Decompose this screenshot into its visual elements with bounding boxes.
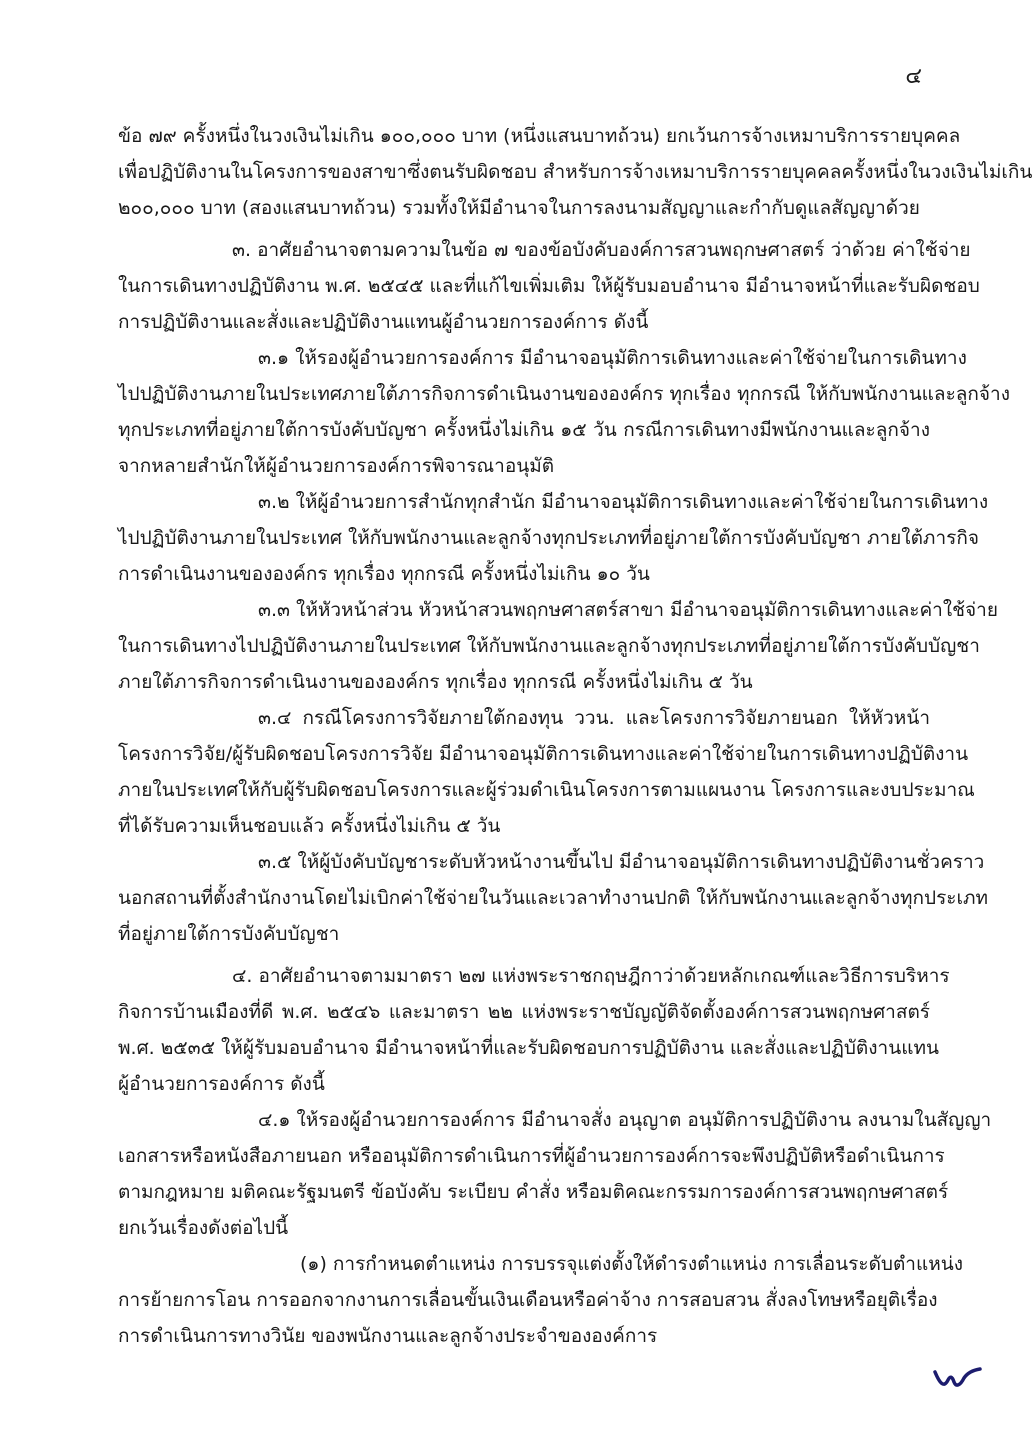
text-line: ๓.๔ กรณีโครงการวิจัยภายใต้กองทุน ววน. และโครงการวิจัยภายนอก ให้หัวหน้า (258, 707, 930, 729)
text-line: ๓.๑ ให้รองผู้อำนวยการองค์การ มีอำนาจอนุมัติการเดินทางและค่าใช้จ่ายในการเดินทาง (258, 347, 967, 369)
text-line: ภายใต้ภารกิจการดำเนินงานขององค์กร ทุกเรื่อง ทุกกรณี ครั้งหนึ่งไม่เกิน ๕ วัน (118, 671, 753, 693)
text-line: เอกสารหรือหนังสือภายนอก หรืออนุมัติการดำเนินการที่ผู้อำนวยการองค์การจะพึงปฏิบัติหรือดำเนินการ (118, 1145, 945, 1167)
page-number: ๔ (905, 64, 922, 89)
text-line: (๑) การกำหนดตำแหน่ง การบรรจุแต่งตั้งให้ดำรงตำแหน่ง การเลื่อนระดับตำแหน่ง (300, 1253, 964, 1275)
text-line: กิจการบ้านเมืองที่ดี พ.ศ. ๒๕๔๖ และมาตรา ๒๒ แห่งพระราชบัญญัติจัดตั้งองค์การสวนพฤกษศาสตร์ (118, 1001, 930, 1023)
text-line: ไปปฏิบัติงานภายในประเทศ ให้กับพนักงานและลูกจ้างทุกประเภทที่อยู่ภายใต้การบังคับบัญชา ภายใต้ภารกิจ (118, 527, 979, 549)
text-line: ๓. อาศัยอำนาจตามความในข้อ ๗ ของข้อบังคับองค์การสวนพฤกษศาสตร์ ว่าด้วย ค่าใช้จ่าย (232, 239, 971, 261)
text-line: การดำเนินงานขององค์กร ทุกเรื่อง ทุกกรณี ครั้งหนึ่งไม่เกิน ๑๐ วัน (118, 563, 650, 585)
text-line: การย้ายการโอน การออกจากงานการเลื่อนขั้นเงินเดือนหรือค่าจ้าง การสอบสวน สั่งลงโทษหรือยุติเรื่อง (118, 1289, 938, 1311)
text-line: พ.ศ. ๒๕๓๕ ให้ผู้รับมอบอำนาจ มีอำนาจหน้าที่และรับผิดชอบการปฏิบัติงาน และสั่งและปฏิบัติงานแทน (118, 1037, 939, 1059)
text-line: ๒๐๐,๐๐๐ บาท (สองแสนบาทถ้วน) รวมทั้งให้มีอำนาจในการลงนามสัญญาและกำกับดูแลสัญญาด้วย (118, 197, 920, 219)
text-line: ๔. อาศัยอำนาจตามมาตรา ๒๗ แห่งพระราชกฤษฎีกาว่าด้วยหลักเกณฑ์และวิธีการบริหาร (232, 965, 950, 987)
text-line: เพื่อปฏิบัติงานในโครงการของสาขาซึ่งตนรับผิดชอบ สำหรับการจ้างเหมาบริการรายบุคคลครั้งหนึ่งในวงเงินไม่เกิน (118, 161, 1032, 183)
text-line: จากหลายสำนักให้ผู้อำนวยการองค์การพิจารณาอนุมัติ (118, 455, 555, 477)
text-line: ๓.๒ ให้ผู้อำนวยการสำนักทุกสำนัก มีอำนาจอนุมัติการเดินทางและค่าใช้จ่ายในการเดินทาง (258, 491, 989, 513)
text-line: ที่อยู่ภายใต้การบังคับบัญชา (118, 923, 340, 945)
text-line: ยกเว้นเรื่องดังต่อไปนี้ (118, 1217, 289, 1239)
text-line: ตามกฎหมาย มติคณะรัฐมนตรี ข้อบังคับ ระเบียบ คำสั่ง หรือมติคณะกรรมการองค์การสวนพฤกษศาสตร์ (118, 1181, 949, 1203)
text-line: ไปปฏิบัติงานภายในประเทศภายใต้ภารกิจการดำเนินงานขององค์กร ทุกเรื่อง ทุกกรณี ให้กับพนักงานและลูกจ้าง (118, 383, 1010, 405)
text-line: ๓.๕ ให้ผู้บังคับบัญชาระดับหัวหน้างานขึ้นไป มีอำนาจอนุมัติการเดินทางปฏิบัติงานชั่วคราว (258, 851, 985, 873)
text-line: นอกสถานที่ตั้งสำนักงานโดยไม่เบิกค่าใช้จ่ายในวันและเวลาทำงานปกติ ให้กับพนักงานและลูกจ้างทุกประเภท (118, 887, 989, 909)
text-line: ทุกประเภทที่อยู่ภายใต้การบังคับบัญชา ครั้งหนึ่งไม่เกิน ๑๕ วัน กรณีการเดินทางมีพนักงานและลูกจ้าง (118, 419, 930, 441)
text-line: ๓.๓ ให้หัวหน้าส่วน หัวหน้าสวนพฤกษศาสตร์สาขา มีอำนาจอนุมัติการเดินทางและค่าใช้จ่าย (258, 599, 998, 621)
text-line: โครงการวิจัย/ผู้รับผิดชอบโครงการวิจัย มีอำนาจอนุมัติการเดินทางและค่าใช้จ่ายในการเดินทางปฏิบัติงาน (118, 743, 969, 765)
text-line: ในการเดินทางไปปฏิบัติงานภายในประเทศ ให้กับพนักงานและลูกจ้างทุกประเภทที่อยู่ภายใต้การบังคับบัญชา (118, 635, 980, 657)
text-line: ผู้อำนวยการองค์การ ดังนี้ (118, 1073, 325, 1095)
text-line: ข้อ ๗๙ ครั้งหนึ่งในวงเงินไม่เกิน ๑๐๐,๐๐๐ บาท (หนึ่งแสนบาทถ้วน) ยกเว้นการจ้างเหมาบริการรายบุคคล (118, 125, 961, 147)
text-line: การปฏิบัติงานและสั่งและปฏิบัติงานแทนผู้อำนวยการองค์การ ดังนี้ (118, 311, 649, 333)
text-line: ๔.๑ ให้รองผู้อำนวยการองค์การ มีอำนาจสั่ง อนุญาต อนุมัติการปฏิบัติงาน ลงนามในสัญญา (258, 1109, 992, 1131)
text-line: การดำเนินการทางวินัย ของพนักงานและลูกจ้างประจำขององค์การ (118, 1325, 658, 1347)
text-line: ภายในประเทศให้กับผู้รับผิดชอบโครงการและผู้ร่วมดำเนินโครงการตามแผนงาน โครงการและงบประมาณ (118, 779, 975, 801)
text-line: ในการเดินทางปฏิบัติงาน พ.ศ. ๒๕๔๕ และที่แก้ไขเพิ่มเติม ให้ผู้รับมอบอำนาจ มีอำนาจหน้าที่และรับผิดชอบ (118, 275, 980, 297)
initials-mark (932, 1364, 984, 1392)
text-line: ที่ได้รับความเห็นชอบแล้ว ครั้งหนึ่งไม่เกิน ๕ วัน (118, 815, 501, 837)
